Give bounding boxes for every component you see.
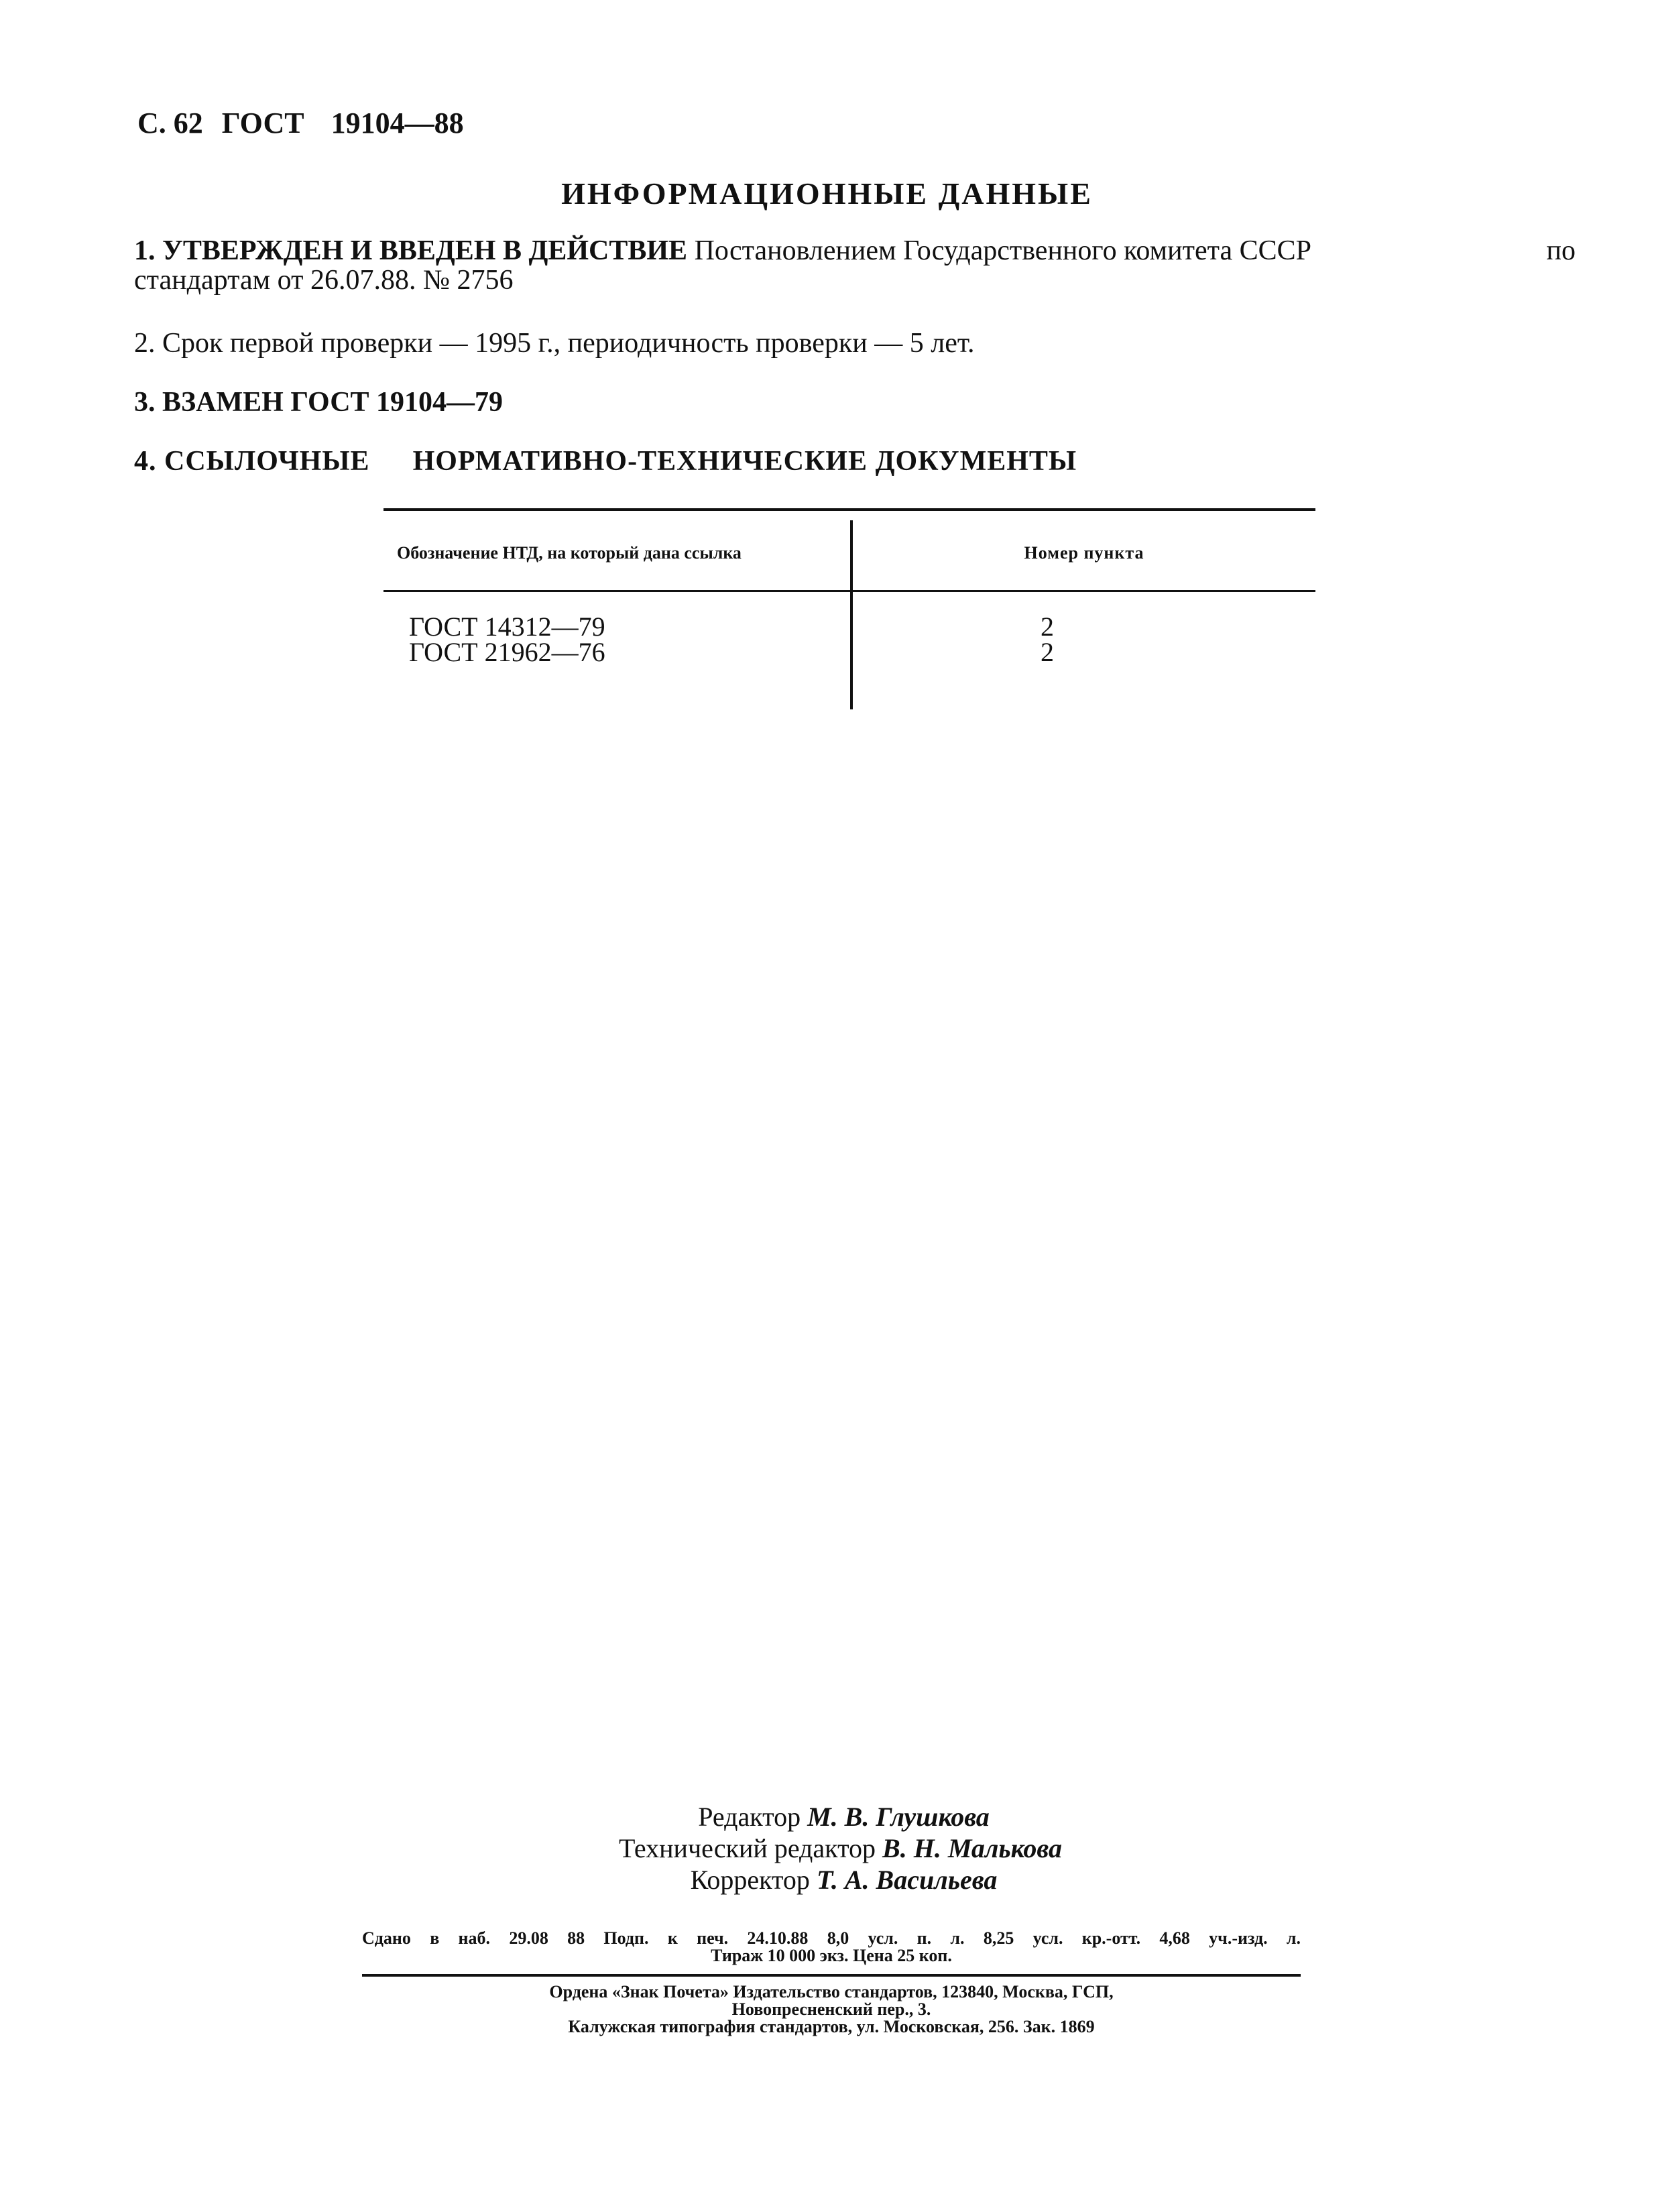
table-header-rule bbox=[383, 590, 1315, 592]
imprint-printer: Калужская типография стандартов, ул. Московская, 256. Зак. 1869 bbox=[568, 2017, 1095, 2036]
info-item-1-tail: по bbox=[1546, 235, 1576, 266]
info-item-4-number: 4. ССЫЛОЧНЫЕ bbox=[134, 446, 370, 477]
credit-proofreader bbox=[0, 1864, 1654, 1896]
info-item-3 bbox=[134, 386, 503, 418]
info-item-4 bbox=[134, 445, 1077, 477]
info-item-1-text: Постановлением Государственного комитета СССР bbox=[687, 235, 1312, 266]
reference-table bbox=[383, 508, 1315, 709]
credit-proof-name: Т. А. Васильева bbox=[816, 1865, 998, 1895]
imprint-publisher: Ордена «Знак Почета» Издательство стандартов, 123840, Москва, ГСП, bbox=[549, 1982, 1114, 2001]
table-cell-clause: 2 bbox=[1041, 612, 1054, 642]
standard-label: ГОСТ bbox=[221, 107, 304, 139]
imprint-block bbox=[362, 1930, 1301, 2036]
info-item-4-title: НОРМАТИВНО-ТЕХНИЧЕСКИЕ ДОКУМЕНТЫ bbox=[412, 446, 1077, 477]
credit-tech-role: Технический редактор bbox=[619, 1833, 876, 1863]
credit-editor bbox=[0, 1801, 1654, 1832]
table-body bbox=[383, 614, 1315, 665]
table-header-clause: Номер пункта bbox=[1024, 543, 1144, 563]
imprint-print-details: Сдано в наб. 29.08 88 Подп. к печ. 24.10.88 8,0 усл. п. л. 8,25 усл. кр.-отт. 4,68 уч.-изд. л. bbox=[362, 1928, 1301, 1948]
info-item-1-line2: стандартам от 26.07.88. № 2756 bbox=[134, 265, 514, 296]
table-cell-document: ГОСТ 14312—79 bbox=[409, 612, 605, 642]
info-item-1 bbox=[134, 235, 1576, 296]
credit-editor-name: М. В. Глушкова bbox=[807, 1802, 990, 1832]
table-cell-document: ГОСТ 21962—76 bbox=[409, 637, 605, 667]
credit-editor-role: Редактор bbox=[698, 1802, 801, 1832]
info-item-2: 2. Срок первой проверки — 1995 г., периодичность проверки — 5 лет. bbox=[134, 328, 975, 359]
info-item-1-line1 bbox=[134, 235, 1576, 267]
imprint-rule bbox=[362, 1974, 1301, 1977]
table-header-document: Обозначение НТД, на который дана ссылка bbox=[397, 543, 742, 563]
page-number: С. 62 bbox=[137, 107, 203, 139]
table-top-rule bbox=[383, 508, 1315, 511]
credit-tech-name: В. Н. Малькова bbox=[882, 1833, 1062, 1863]
info-item-1-lead: 1. УТВЕРЖДЕН И ВВЕДЕН В ДЕЙСТВИЕ bbox=[134, 235, 688, 266]
info-item-3-text: 3. ВЗАМЕН ГОСТ 19104—79 bbox=[134, 387, 504, 418]
table-row bbox=[383, 637, 1315, 667]
credit-proof-role: Корректор bbox=[690, 1865, 810, 1895]
table-cell-clause: 2 bbox=[1041, 637, 1054, 667]
standard-number: 19104—88 bbox=[331, 107, 464, 139]
page-header bbox=[137, 106, 464, 140]
section-title: ИНФОРМАЦИОННЫЕ ДАННЫЕ bbox=[561, 176, 1093, 211]
imprint-publisher-address: Новопресненский пер., 3. bbox=[731, 1999, 931, 2019]
credit-tech-editor bbox=[0, 1832, 1654, 1864]
credits-block bbox=[0, 1801, 1654, 1896]
imprint-circulation: Тираж 10 000 экз. Цена 25 коп. bbox=[711, 1946, 952, 1965]
table-row bbox=[383, 614, 1315, 640]
